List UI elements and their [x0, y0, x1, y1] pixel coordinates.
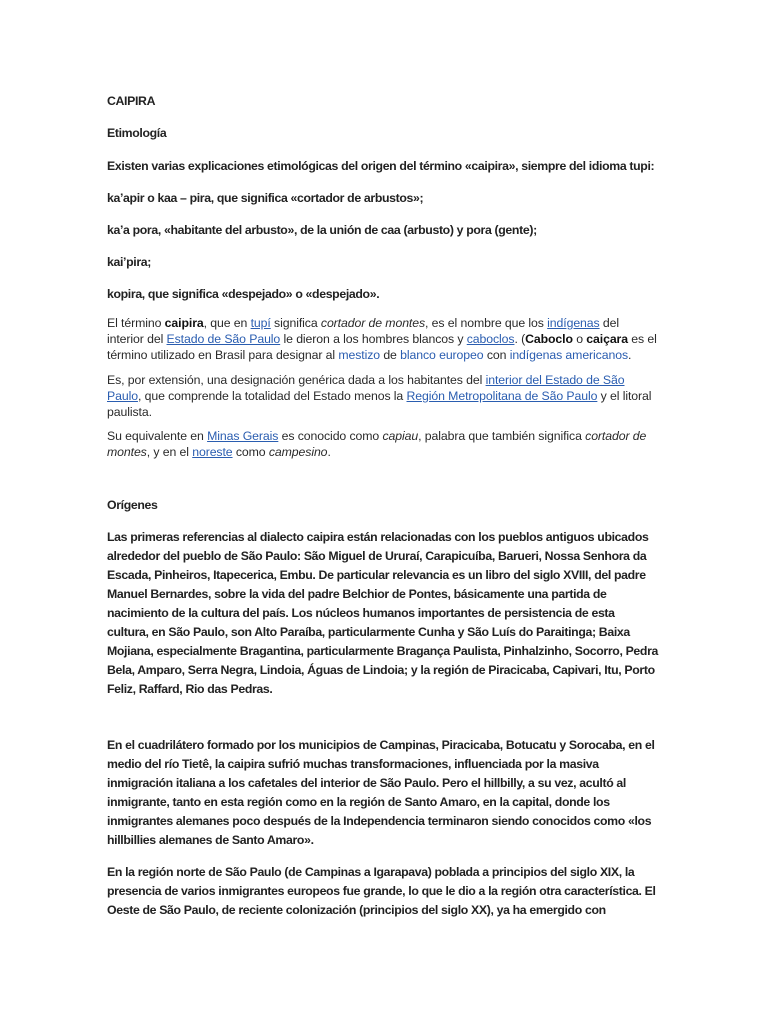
wiki-paragraph-extension: [107, 372, 659, 420]
text: Es, por extensión, una designación genérica dada a los habitantes del: [107, 373, 486, 387]
text: del interior del: [107, 316, 620, 346]
text: es el término utilizado en Brasil para designar al: [107, 332, 657, 362]
link-caboclos[interactable]: caboclos: [466, 332, 515, 346]
etymology-item-1: ka’apir o kaa – pira, que significa «cortador de arbustos»;: [107, 191, 424, 205]
link-blanco-europeo[interactable]: blanco europeo: [400, 348, 484, 362]
paragraph-cuadrilatero: En el cuadrilátero formado por los municipios de Campinas, Piracicaba, Botucatu y Sorocaba, en el medio del río Tietê, la caipira sufrió muchas transformaciones, influenciada por la masiva inmigración italiana a los cafetales del interior de São Paulo. Pero el hillbilly, a su vez, acultó al inmigrante, tanto en esta región como en la región de Santo Amaro, en la capital, donde los inmigrantes alemanes poco después de la Independencia terminaron siendo conocidos como «los hillbillies alemanes de Santo Amaro».: [107, 738, 655, 847]
text: significa: [270, 316, 321, 330]
wiki-paragraph-equivalente: [107, 428, 659, 460]
link-estado-de-sao-paulo[interactable]: Estado de São Paulo: [166, 332, 281, 346]
text: , palabra que también significa: [418, 429, 586, 443]
title-caipira: CAIPIRA: [107, 94, 156, 108]
text: .: [628, 348, 632, 362]
heading-origenes: Orígenes: [107, 498, 158, 512]
text: . (: [514, 332, 526, 346]
italic-cortador-de-montes: cortador de montes: [107, 429, 647, 459]
text: , que en: [203, 316, 251, 330]
etymology-item-3: kai’pira;: [107, 255, 152, 269]
paragraph-primeras-referencias: Las primeras referencias al dialecto caipira están relacionadas con los pueblos antiguos ubicados alrededor del pueblo de São Paulo: São Miguel de Ururaí, Carapicuíba, Barueri, Nossa Senhora da Escada, Pinheiros, Itapecerica, Embu. De particular relevancia es un libro del siglo XVIII, del padre Manuel Bernardes, sobre la vida del padre Belchior de Pontes, básicamente una partida de nacimiento de la cultura del país. Los núcleos humanos importantes de persistencia de esta cultura, en São Paulo, son Alto Paraíba, particularmente Cunha y São Luís do Paraitinga; Baixa Mojiana, especialmente Bragantina, particularmente Bragança Paulista, Pinhalzinho, Socorro, Pedra Bela, Amparo, Serra Negra, Lindoia, Águas de Lindoia; y la región de Piracicaba, Capivari, Itu, Porto Feliz, Raffard, Rio das Pedras.: [107, 530, 659, 696]
etymology-item-2: ka’a pora, «habitante del arbusto», de la unión de caa (arbusto) y pora (gente);: [107, 223, 537, 237]
text: , es el nombre que los: [425, 316, 548, 330]
text: , y en el: [146, 445, 193, 459]
text: y el litoral paulista.: [107, 389, 652, 419]
link-indigenas[interactable]: indígenas: [547, 316, 600, 330]
italic-capiau: capiau: [382, 429, 419, 443]
bold-caboclo: Caboclo: [525, 332, 573, 346]
bold-caipira: caipira: [164, 316, 204, 330]
bold-caicara: caiçara: [586, 332, 628, 346]
wiki-paragraph-termino: [107, 315, 659, 363]
link-interior-estado-sao-paulo[interactable]: interior del Estado de São Paulo: [107, 373, 625, 403]
italic-campesino: campesino: [268, 445, 328, 459]
link-noreste[interactable]: noreste: [192, 445, 233, 459]
text: le dieron a los hombres blancos y: [280, 332, 467, 346]
text: de: [380, 348, 401, 362]
text: con: [483, 348, 510, 362]
text: o: [572, 332, 587, 346]
paragraph-region-norte: En la región norte de São Paulo (de Campinas a Igarapava) poblada a principios del siglo XIX, la presencia de varios inmigrantes europeos fue grande, lo que le dio a la región otra característica. El Oeste de São Paulo, de reciente colonización (principios del siglo XX), ya ha emergido con: [107, 865, 656, 917]
text: El término: [107, 316, 165, 330]
link-minas-gerais[interactable]: Minas Gerais: [207, 429, 279, 443]
link-mestizo[interactable]: mestizo: [338, 348, 380, 362]
link-region-metropolitana[interactable]: Región Metropolitana de São Paulo: [406, 389, 598, 403]
text: .: [327, 445, 331, 459]
text: es conocido como: [278, 429, 383, 443]
link-indigenas-americanos[interactable]: indígenas americanos: [509, 348, 628, 362]
etymology-item-4: kopira, que significa «despejado» o «despejado».: [107, 287, 380, 301]
italic-cortador-de-montes: cortador de montes: [320, 316, 426, 330]
text: , que comprende la totalidad del Estado menos la: [137, 389, 407, 403]
text: como: [232, 445, 269, 459]
link-tupi[interactable]: tupí: [250, 316, 271, 330]
text: Su equivalente en: [107, 429, 208, 443]
heading-etimologia: Etimología: [107, 126, 167, 140]
document-page: [107, 92, 659, 920]
etymology-intro: Existen varias explicaciones etimológicas del origen del término «caipira», siempre del idioma tupi:: [107, 159, 655, 173]
